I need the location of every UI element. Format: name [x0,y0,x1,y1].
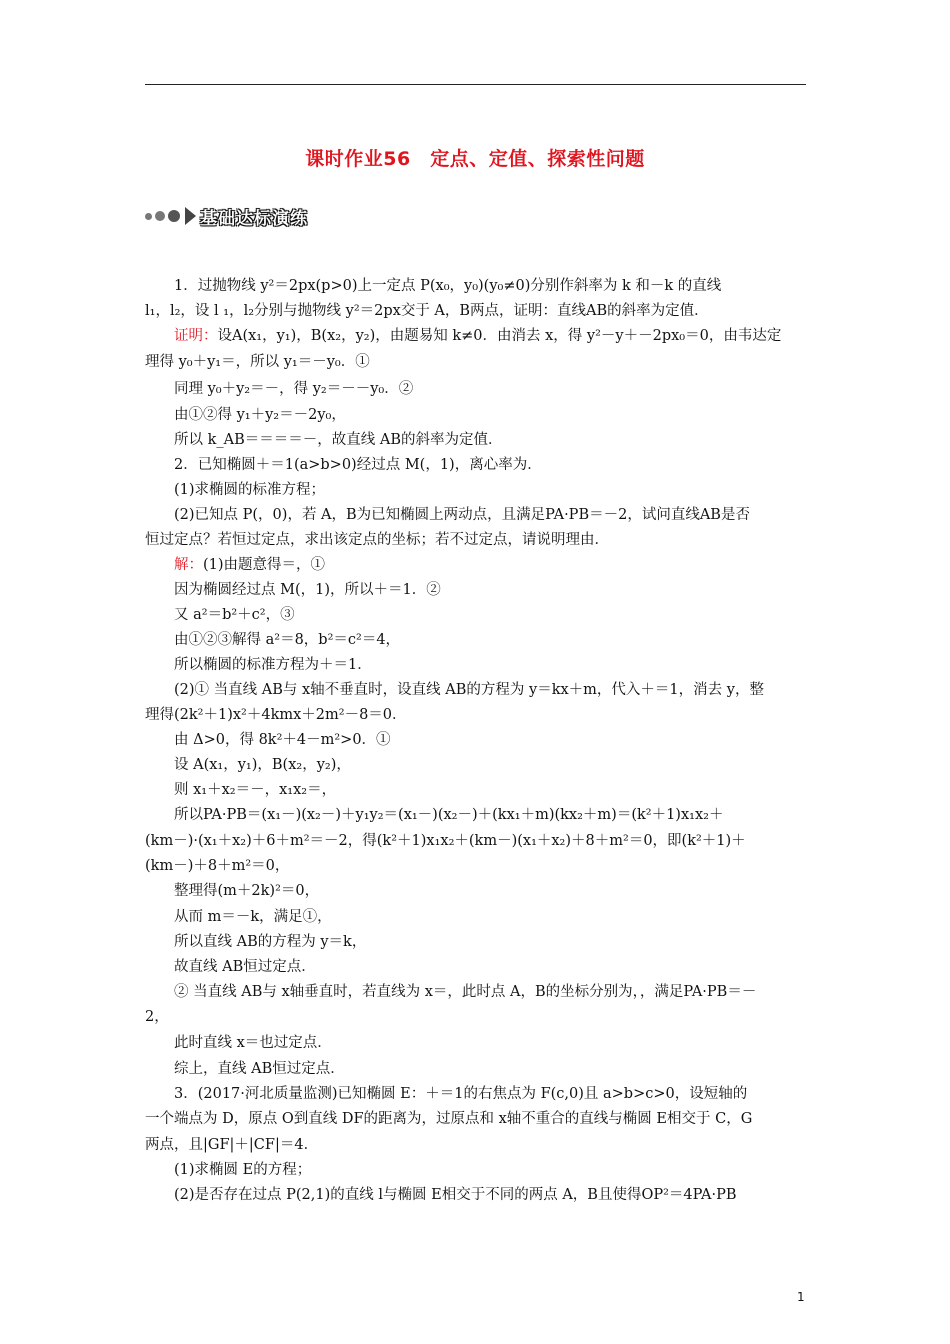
text-line: (2)是否存在过点 P(2,1)的直线 l与椭圆 E相交于不同的两点 A，B且使得OP²＝4PA·PB [174,1187,737,1203]
text-line: 整理得(m＋2k)²＝0， [174,883,320,899]
text-line: 因为椭圆经过点 M(，1)，所以＋＝1．② [174,582,441,598]
text-line: (km－)·(x₁＋x₂)＋6＋m²＝－2，得(k²＋1)x₁x₂＋(km－)(x₁＋x₂)＋8＋m²＝0，即(k²＋1)＋ [145,833,746,849]
text-line: 所以椭圆的标准方程为＋＝1． [174,657,372,673]
section-badge [145,203,308,229]
bullet-dot-icon [145,213,152,220]
text-line: (km－)＋8＋m²＝0， [145,858,290,874]
text-line: 解：(1)由题意得＝，① [174,557,326,573]
text-line: (1)求椭圆 E的方程； [174,1162,312,1178]
bullet-dot-icon [168,210,180,222]
text-line: 理得(2k²＋1)x²＋4kmx＋2m²－8＝0． [145,707,407,723]
text-line: 综上，直线 AB恒过定点． [174,1061,345,1077]
text-line: 同理 y₀＋y₂＝－，得 y₂＝－－y₀．② [174,381,414,397]
text-line: 一个端点为 D，原点 O到直线 DF的距离为，过原点和 x轴不重合的直线与椭圆 E相交于 C，G [145,1111,753,1127]
text-line: 由①②③解得 a²＝8，b²＝c²＝4， [174,632,401,648]
page-title: 课时作业56 定点、定值、探索性问题 [305,148,645,170]
text-line: 所以直线 AB的方程为 y＝k， [174,934,367,950]
text-line: 证明：设A(x₁，y₁)，B(x₂，y₂)，由题易知 k≠0．由消去 x，得 y²－y＋－2px₀＝0，由韦达定 [174,328,782,344]
text-line: 1．过抛物线 y²＝2px(p>0)上一定点 P(x₀，y₀)(y₀≠0)分别作斜率为 k 和－k 的直线 [174,278,722,294]
text-line: 此时直线 x＝也过定点． [174,1035,332,1051]
text-line: l₁，l₂，设 l ₁，l₂分别与抛物线 y²＝2px交于 A，B两点，证明：直线AB的斜率为定值． [145,303,709,319]
text-line: ② 当直线 AB与 x轴垂直时，若直线为 x＝，此时点 A，B的坐标分别为，，满足PA·PB＝－ [174,984,757,1000]
arrow-right-icon [185,207,196,225]
text-line: 从而 m＝－k，满足①， [174,909,332,925]
text-line: (1)求椭圆的标准方程； [174,482,326,498]
text-line: 又 a²＝b²＋c²，③ [174,607,295,623]
text-line: 理得 y₀＋y₁＝，所以 y₁＝－y₀．① [145,354,370,370]
text-line: 则 x₁＋x₂＝－，x₁x₂＝， [174,782,337,798]
text-line: 故直线 AB恒过定点． [174,959,316,975]
text-line: (2)已知点 P(，0)，若 A，B为已知椭圆上两动点，且满足PA·PB＝－2，试问直线AB是否 [174,507,750,523]
text-line: 所以PA·PB＝(x₁－)(x₂－)＋y₁y₂＝(x₁－)(x₂－)＋(kx₁＋m)(kx₂＋m)＝(k²＋1)x₁x₂＋ [174,807,724,823]
text-line: 由 Δ>0，得 8k²＋4－m²>0．① [174,732,391,748]
section-label: 基础达标演练 [200,208,308,229]
page-number: 1 [797,1290,805,1304]
header-rule [145,84,806,85]
text-line: 恒过定点？若恒过定点，求出该定点的坐标；若不过定点，请说明理由． [145,532,609,548]
text-line: (2)① 当直线 AB与 x轴不垂直时，设直线 AB的方程为 y＝kx＋m，代入＋＝1，消去 y，整 [174,682,764,698]
text-line: 两点，且|GF|＋|CF|＝4． [145,1137,319,1153]
text-line: 设 A(x₁，y₁)，B(x₂，y₂)， [174,757,351,773]
text-line: 所以 k_AB＝＝＝＝－，故直线 AB的斜率为定值． [174,432,503,448]
bullet-dot-icon [155,211,165,221]
text-line: 2．已知椭圆＋＝1(a>b>0)经过点 M(，1)，离心率为． [174,457,542,473]
text-line: 由①②得 y₁＋y₂＝－2y₀， [174,407,346,423]
solution-label: 解： [174,557,203,573]
text-line: 2， [145,1009,169,1025]
text-line: 3．(2017·河北质量监测)已知椭圆 E：＋＝1的右焦点为 F(c,0)且 a>b>c>0，设短轴的 [174,1086,748,1102]
proof-label: 证明： [174,328,218,344]
